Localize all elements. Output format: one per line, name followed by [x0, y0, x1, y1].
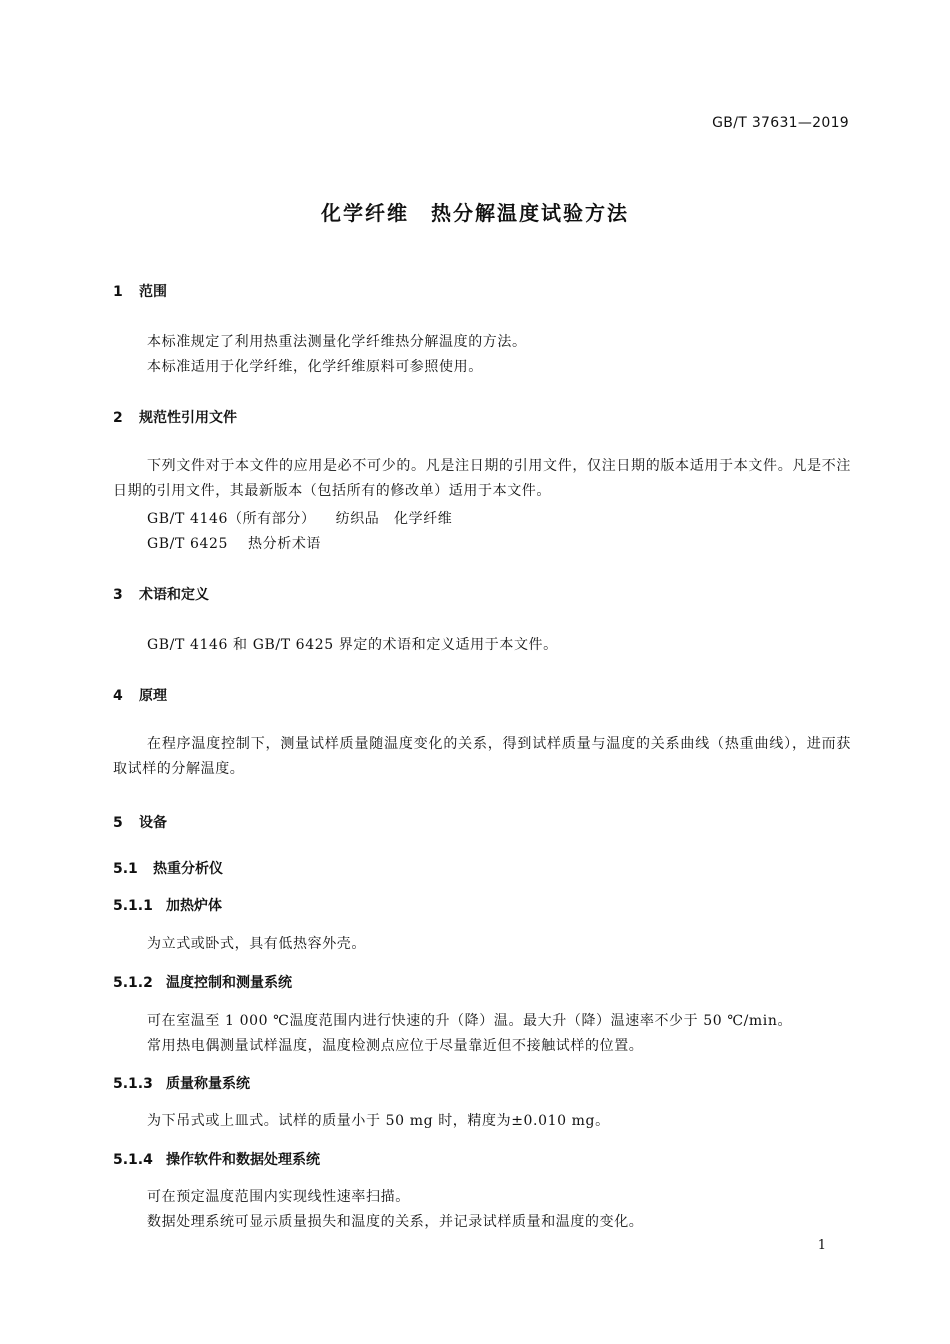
section-title: 质量称量系统 — [166, 1076, 250, 1092]
reference-code: GB/T 4146（所有部分） — [147, 511, 316, 527]
section-1-heading — [113, 281, 167, 301]
section-number: 3 — [113, 587, 123, 603]
page-number: 1 — [817, 1238, 826, 1253]
reference-title: 热分析术语 — [248, 536, 322, 552]
section-title: 术语和定义 — [139, 587, 209, 603]
paragraph: 下列文件对于本文件的应用是必不可少的。凡是注日期的引用文件，仅注日期的版本适用于本文件。凡是不注日期的引用文件，其最新版本（包括所有的修改单）适用于本文件。 — [113, 458, 851, 499]
paragraph: 常用热电偶测量试样温度，温度检测点应位于尽量靠近但不接触试样的位置。 — [147, 1038, 644, 1054]
section-title: 热重分析仪 — [153, 861, 223, 877]
subsection-5-1-4-heading — [113, 1149, 320, 1169]
section-number: 4 — [113, 688, 123, 704]
section-number: 5.1 — [113, 861, 138, 877]
section-number: 2 — [113, 410, 123, 426]
reference-item — [147, 508, 452, 528]
subsection-5-1-2-heading — [113, 972, 292, 992]
section-title: 原理 — [139, 688, 167, 704]
paragraph: GB/T 4146 和 GB/T 6425 界定的术语和定义适用于本文件。 — [147, 637, 558, 653]
section-4-heading — [113, 685, 167, 705]
section-title: 规范性引用文件 — [139, 410, 237, 426]
paragraph: 本标准规定了利用热重法测量化学纤维热分解温度的方法。 — [147, 334, 527, 350]
section-title: 范围 — [139, 284, 167, 300]
section-title: 加热炉体 — [166, 898, 222, 914]
document-title: 化学纤维 热分解温度试验方法 — [321, 201, 629, 225]
paragraph: 为下吊式或上皿式。试样的质量小于 50 mg 时，精度为±0.010 mg。 — [147, 1113, 610, 1129]
standard-number: GB/T 37631—2019 — [712, 115, 849, 131]
section-number: 5 — [113, 815, 123, 831]
paragraph: 本标准适用于化学纤维，化学纤维原料可参照使用。 — [147, 359, 483, 375]
subsection-5-1-heading — [113, 858, 223, 878]
reference-title: 纺织品 化学纤维 — [335, 511, 453, 527]
section-number: 5.1.1 — [113, 898, 153, 914]
section-number: 5.1.3 — [113, 1076, 153, 1092]
section-number: 5.1.4 — [113, 1152, 153, 1168]
subsection-5-1-3-heading — [113, 1073, 250, 1093]
paragraph: 为立式或卧式，具有低热容外壳。 — [147, 936, 366, 952]
section-3-heading — [113, 584, 209, 604]
paragraph: 数据处理系统可显示质量损失和温度的关系，并记录试样质量和温度的变化。 — [147, 1214, 644, 1230]
section-title: 设备 — [139, 815, 167, 831]
section-number: 1 — [113, 284, 123, 300]
section-2-heading — [113, 407, 237, 427]
subsection-5-1-1-heading — [113, 895, 222, 915]
reference-code: GB/T 6425 — [147, 536, 229, 552]
reference-item — [147, 533, 321, 553]
section-number: 5.1.2 — [113, 975, 153, 991]
paragraph: 可在预定温度范围内实现线性速率扫描。 — [147, 1189, 410, 1205]
section-title: 操作软件和数据处理系统 — [166, 1152, 320, 1168]
section-5-heading — [113, 812, 167, 832]
paragraph: 可在室温至 1 000 ℃温度范围内进行快速的升（降）温。最大升（降）温速率不少于 50 ℃/min。 — [147, 1013, 793, 1029]
section-title: 温度控制和测量系统 — [166, 975, 292, 991]
paragraph: 在程序温度控制下，测量试样质量随温度变化的关系，得到试样质量与温度的关系曲线（热重曲线），进而获取试样的分解温度。 — [113, 736, 851, 777]
